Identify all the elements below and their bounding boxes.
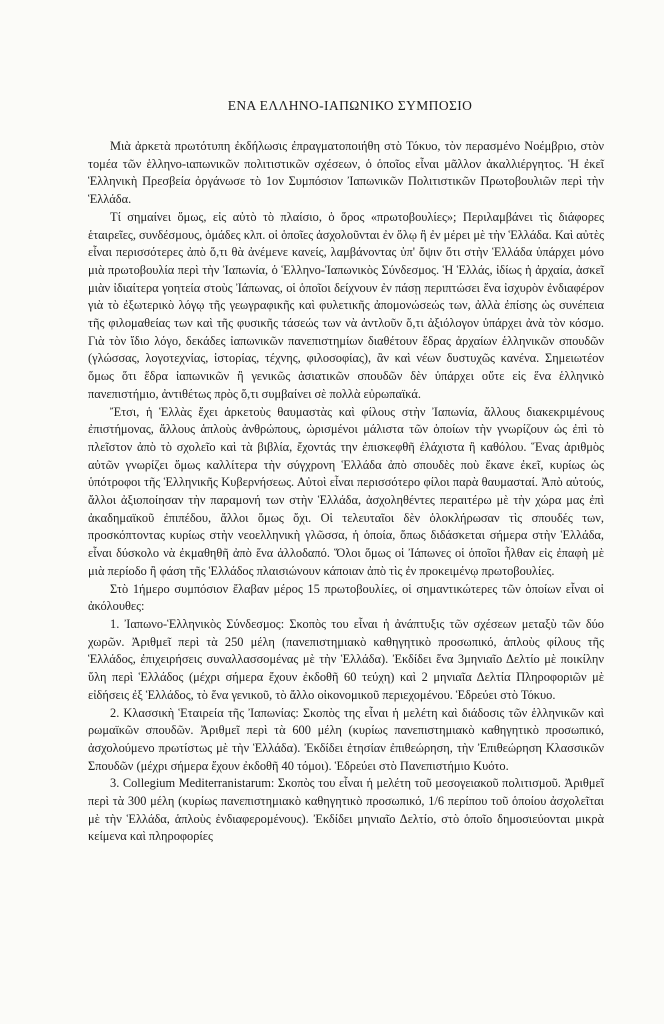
article-title: ΕΝΑ ΕΛΛΗΝΟ-ΙΑΠΩΝΙΚΟ ΣΥΜΠΟΣΙΟ [227, 98, 473, 113]
intro-paragraph: Μιὰ ἀρκετὰ πρωτότυπη ἐκδήλωσις ἐπραγματοποιήθη στὸ Τόκυο, τὸν περασμένο Νοέμβριο, στὸν τομέα τῶν ἑλληνο-ιαπωνικῶν πολιτιστικῶν σχέσεων, ὁ ὁποῖος εἶναι μᾶλλον ἀκαλλιέργητος. Ἡ ἐκεῖ Ἑλληνικὴ Πρεσβεία ὀργάνωσε τὸ 1ον Συμπόσιον Ἰαπωνικῶν Πολιτιστικῶν Πρωτοβουλιῶν περὶ τὴν Ἑλλάδα. [88, 139, 604, 207]
list-item-collegium: 3. Collegium Mediterranistarum: Σκοπὸς του εἶναι ἡ μελέτη τοῦ μεσογειακοῦ πολιτισμοῦ. Ἀριθμεῖ περὶ τὰ 300 μέλη (κυρίως πανεπιστημιακὸ καθηγητικὸ προσωπικό, 1/6 περίπου τοῦ ὁποίου ἀσχολεῖται μὲ τὴν Ἑλλάδα, ἁπλοὺς ἐνδιαφερομένους). Ἐκδίδει μηνιαῖο Δελτίο, στὸ ὁποῖο δημοσιεύονται μικρὰ κείμενα καὶ πληροφορίες [88, 776, 604, 844]
article-body [88, 138, 604, 846]
friends-paragraph: Ἔτσι, ἡ Ἑλλὰς ἔχει ἀρκετοὺς θαυμαστὰς καὶ φίλους στὴν Ἰαπωνία, ἄλλους διακεκριμένους ἐπιστήμονας, ἄλλους ἁπλοὺς ἀνθρώπους, ὡρισμένοι μάλιστα τῶν ὁποίων τὴν γνωρίζουν ὡς ἐπὶ τὸ πλεῖστον ἀπὸ τὸ σχολεῖο καὶ τὰ βιβλία, ἔχοντάς την ἐπισκεφθῆ ἐλάχιστα ἢ καθόλου. Ἕνας ἀριθμὸς αὐτῶν γνωρίζει ὅμως καλλίτερα τὴν σύγχρονη Ἑλλάδα ἀπὸ σπουδὲς ποὺ ἔκανε ἐκεῖ, κυρίως ὡς ὑπότροφοι τῆς Ἑλληνικῆς Κυβερνήσεως. Αὐτοὶ εἶναι περισσότερο φίλοι παρὰ θαυμασταί. Ἀπὸ αὐτούς, ἄλλοι ἀξιοποίησαν τὴν παραμονή των στὴν Ἑλλάδα, ἀσχοληθέντες περαιτέρω μὲ τὴν χώρα μας ἐπὶ ἀκαδημαϊκοῦ ἐπιπέδου, ἄλλοι ὅμως ὄχι. Οἱ τελευταῖοι δὲν ὁλοκλήρωσαν τὶς σπουδές των, προσκόπτοντας κυρίως στὴν νεοελληνικὴ γλῶσσα, ἡ ὁποία, ὅπως διδάσκεται σήμερα στὴν Ἑλλάδα, εἶναι δύσκολο νὰ ἐκμαθηθῆ ἀπὸ ἕνα ἀλλοδαπό. Ὅλοι ὅμως οἱ Ἰάπωνες οἱ ὁποῖοι ἦλθαν εἰς ἐπαφὴ μὲ μιὰ περίοδο ἢ φάση τῆς Ἑλλάδος πλαισιώνουν κάποιαν ἀπὸ τὶς ἐν προκειμένῳ πρωτοβουλίες. [88, 404, 604, 578]
list-item-association: 1. Ἰαπωνο-Ἑλληνικὸς Σύνδεσμος: Σκοπὸς του εἶναι ἡ ἀνάπτυξις τῶν σχέσεων μεταξὺ τῶν δύο χωρῶν. Ἀριθμεῖ περὶ τὰ 250 μέλη (πανεπιστημιακὸ καθηγητικὸ προσωπικό, ἁπλοὺς φίλους τῆς Ἑλλάδος, ἐπιχειρήσεις συναλλασσομένας μὲ τὴν Ἑλλάδα). Ἐκδίδει ἕνα 3μηνιαῖο Δελτίο μὲ ποικίλην ὕλη περὶ Ἑλλάδος (μέχρι σήμερα ἔχουν ἐκδοθῆ 60 τεύχη) καὶ 2 μηνιαῖα Δελτία Πληροφοριῶν μὲ εἰδήσεις ἐξ Ἑλλάδος, τὸ ἕνα γενικοῦ, τὸ ἄλλο οἰκονομικοῦ περιεχομένου. Ἑδρεύει στὸ Τόκυο. [88, 616, 604, 702]
list-item-classical-society: 2. Κλασσικὴ Ἑταιρεία τῆς Ἰαπωνίας: Σκοπὸς της εἶναι ἡ μελέτη καὶ διάδοσις τῶν ἑλληνικῶν καὶ ρωμαϊκῶν σπουδῶν. Ἀριθμεῖ περὶ τὰ 600 μέλη (κυρίως πανεπιστημιακὸ καθηγητικὸ προσωπικό, ἀσχολούμενο πρωτίστως μὲ τὴν Ἑλλάδα). Ἐκδίδει ἐτησίαν ἐπιθεώρηση, τὴν Ἐπιθεώρηση Κλασσικῶν Σπουδῶν (μέχρι σήμερα ἔχουν ἐκδοθῆ 40 τόμοι). Ἑδρεύει στὸ Πανεπιστήμιο Κυότο. [88, 705, 604, 773]
symposium-paragraph: Στὸ 1ήμερο συμπόσιον ἔλαβαν μέρος 15 πρωτοβουλίες, οἱ σημαντικώτερες τῶν ὁποίων εἶναι οἱ ἀκόλουθες: [88, 581, 604, 614]
initiatives-paragraph: Τί σημαίνει ὅμως, εἰς αὐτὸ τὸ πλαίσιο, ὁ ὅρος «πρωτοβουλίες»; Περιλαμβάνει τὶς διάφορες ἑταιρεῖες, συνδέσμους, ὁμάδες κλπ. οἱ ὁποῖες ἀσχολοῦνται ἐν ὅλῳ ἢ ἐν μέρει μὲ τὴν Ἑλλάδα. Καὶ αὐτὲς εἶναι περισσότερες ἀπὸ ὅ,τι θὰ ἀνέμενε κανείς, λαμβάνοντας ὑπ' ὄψιν ὅτι στὴν Ἑλλάδα ὑπάρχει μόνο μιὰ πρωτοβουλία περὶ τὴν Ἰαπωνία, ὁ Ἑλληνο-Ἰαπωνικὸς Σύνδεσμος. Ἡ Ἑλλάς, ἰδίως ἡ ἀρχαία, ἀσκεῖ μιὰν ἰδιαίτερα γοητεία στοὺς Ἰάπωνας, οἱ ὁποῖοι δείχνουν ἐν πάσῃ περιπτώσει ἕνα ἰσχυρὸν ἐνδιαφέρον γιὰ τὸ ἐξωτερικὸ λόγῳ τῆς γεωγραφικῆς καὶ φυλετικῆς ἀπομονώσεώς των, ἀλλὰ ἐπίσης ὡς συνέπεια τῆς φιλομαθείας των καὶ τῆς φυσικῆς τάσεώς των νὰ ἀντλοῦν ὅ,τι ἀξιόλογον ὑπάρχει ἀνὰ τὸν κόσμο. Γιὰ τὸν ἴδιο λόγο, δεκάδες ἰαπωνικῶν πανεπιστημίων διαθέτουν ἕδρας ἀρχαίων ἑλληνικῶν σπουδῶν (γλώσσας, λογοτεχνίας, ἱστορίας, τέχνης, φιλοσοφίας), ἂν καὶ νέων δυστυχῶς κανένα. Σημειωτέον ὅμως ὅτι ἕδρα ἰαπωνικῶν ἢ γενικῶς ἀσιατικῶν σπουδῶν δὲν ὑπάρχει οὔτε εἰς ἕνα ἑλληνικὸ πανεπιστήμιο, ἀντιθέτως πρὸς ὅ,τι συμβαίνει σὲ πολλὰ εὐρωπαϊκά. [88, 209, 604, 401]
